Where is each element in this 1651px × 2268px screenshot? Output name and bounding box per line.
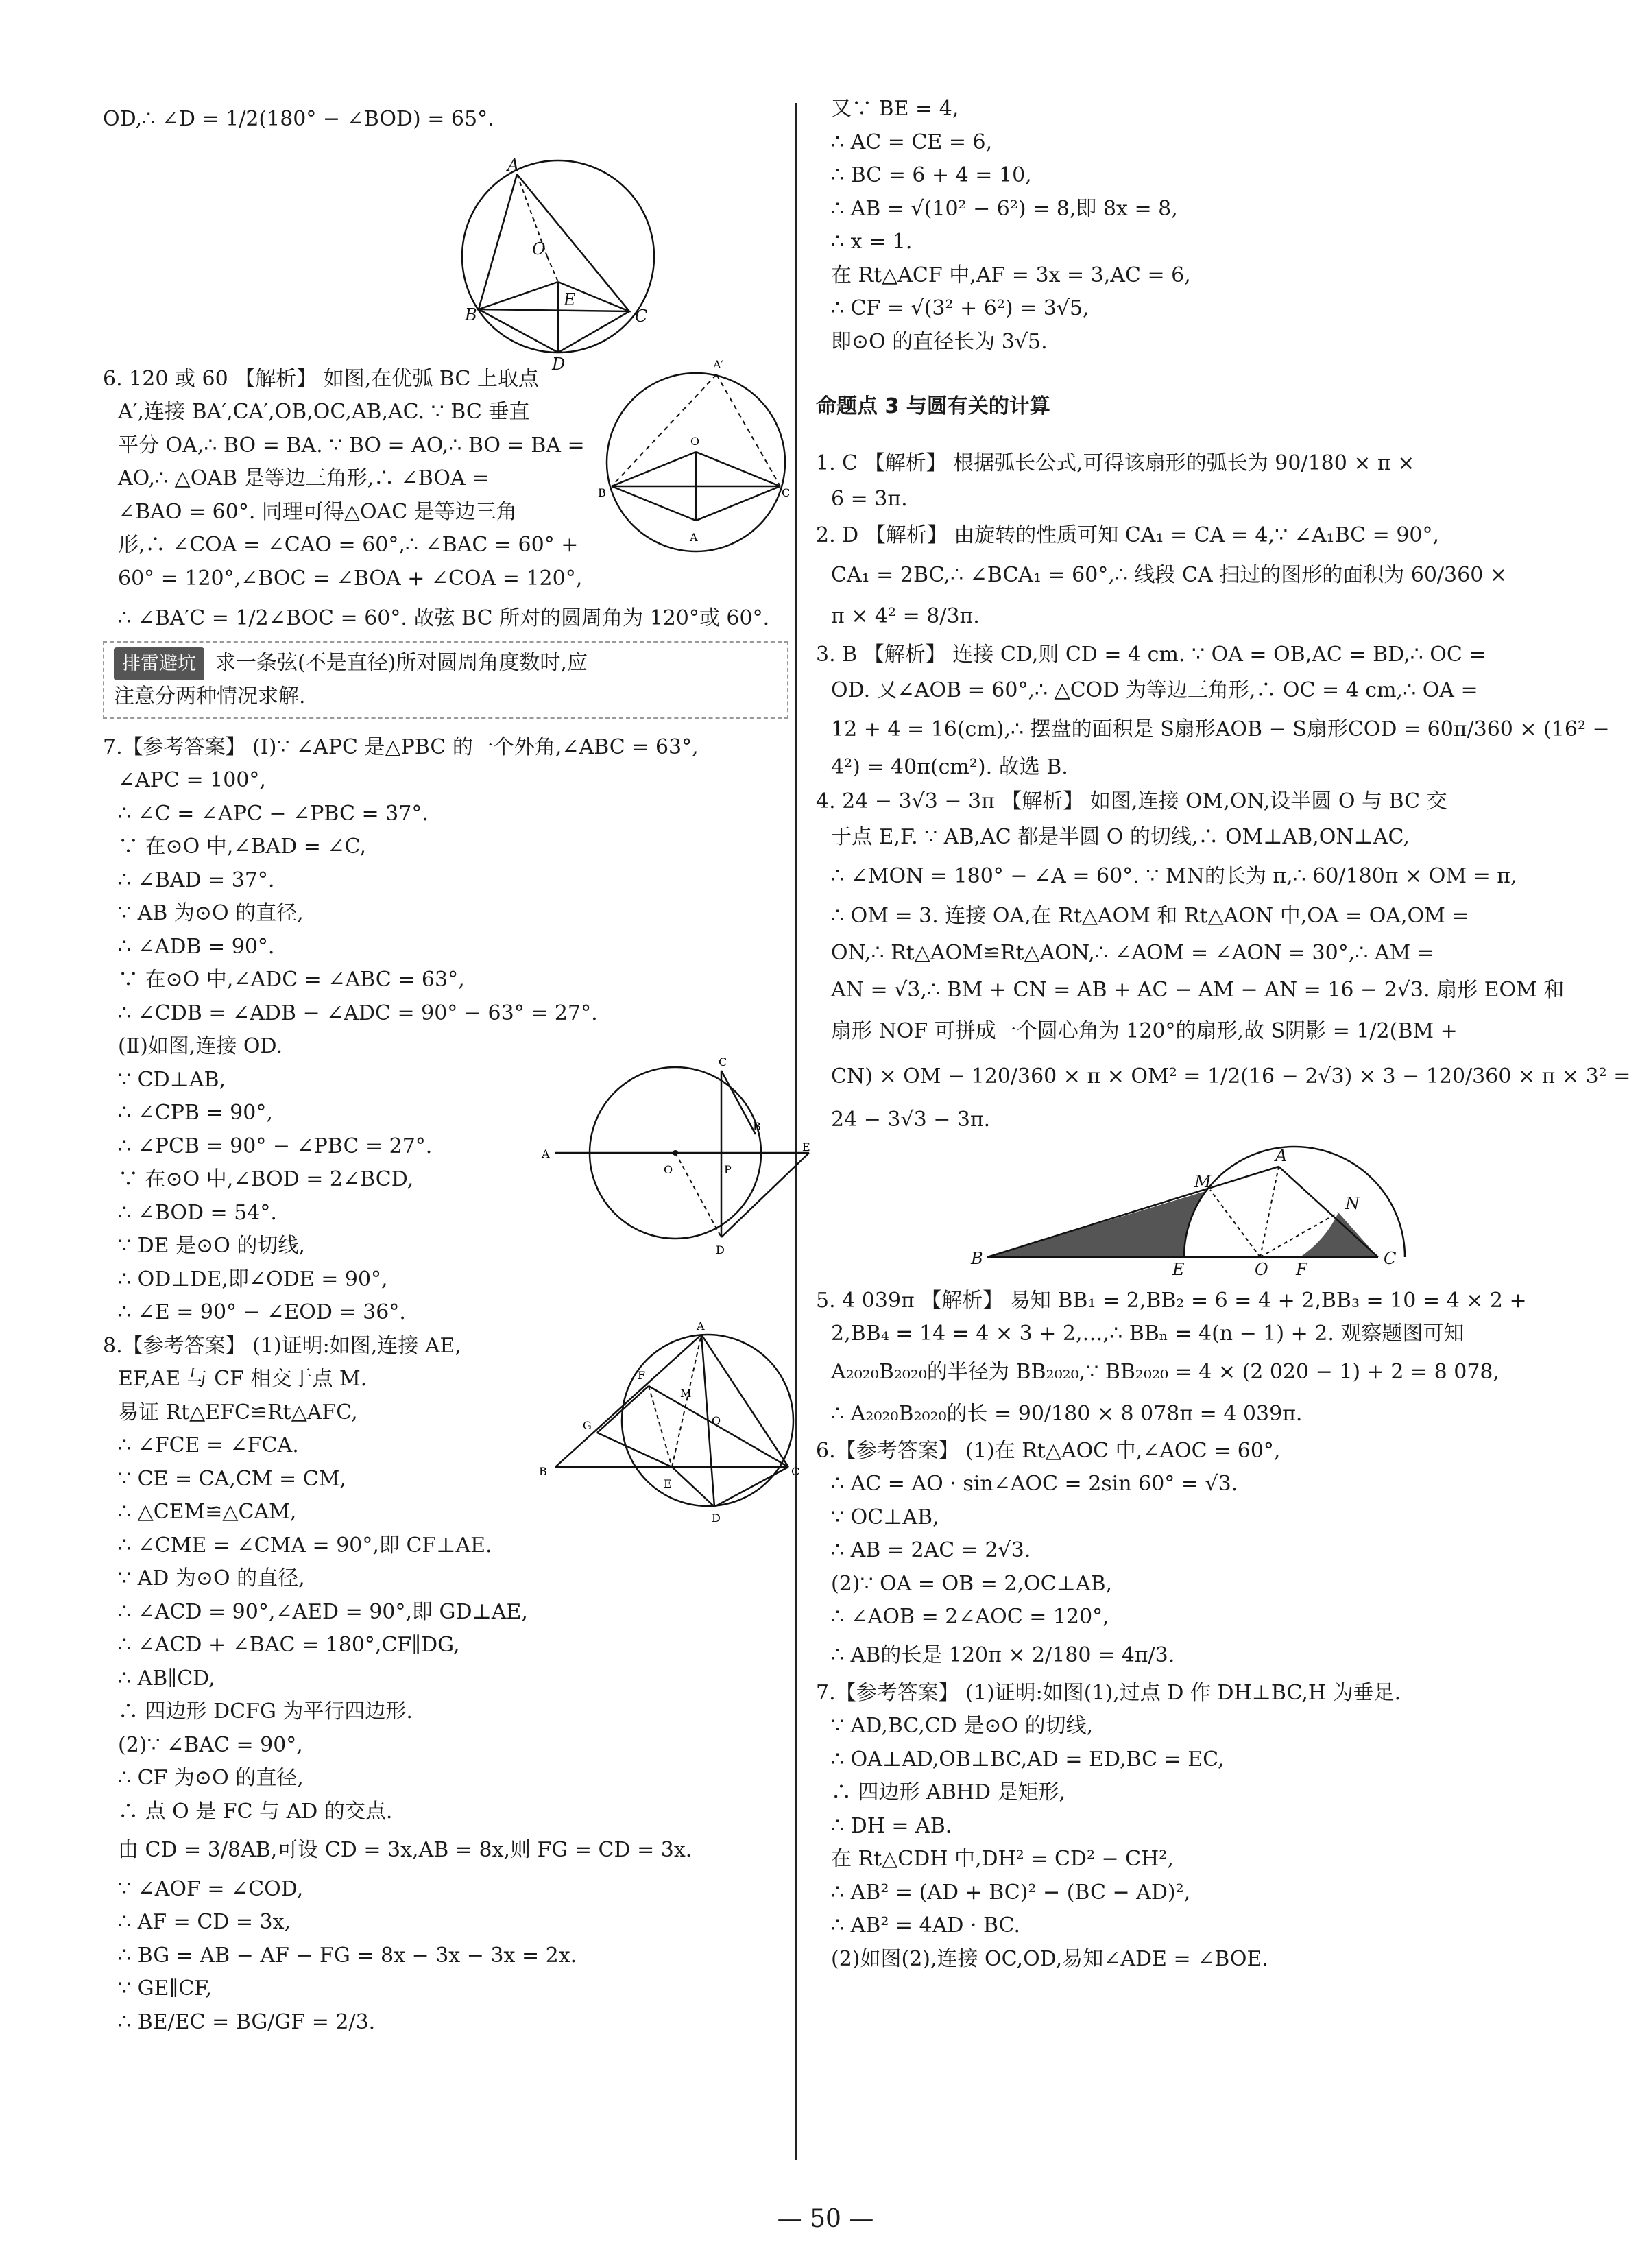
right-column <box>816 97 1631 1976</box>
p7-line: ∴ DH = AB. <box>831 1813 952 1838</box>
p4-line: CN) × OM − 120/360 × π × OM² = 1/2(16 − 2√3) × 3 − 120/360 × π × 3² = <box>831 1064 1631 1088</box>
q7-line: ∴ ∠C = ∠APC − ∠PBC = 37°. <box>118 801 429 826</box>
tip-box <box>103 641 788 719</box>
p4-line: 于点 E,F. ∵ AB,AC 都是半圆 O 的切线,∴ OM⊥AB,ON⊥AC, <box>831 824 1410 849</box>
p5-line: A₂₀₂₀B₂₀₂₀的半径为 BB₂₀₂₀,∵ BB₂₀₂₀ = 4 × (2 020 − 1) + 2 = 8 078, <box>831 1359 1500 1384</box>
q7-line: ∵ CD⊥AB, <box>118 1067 226 1092</box>
q8-line: ∵ ∠AOF = ∠COD, <box>118 1876 304 1901</box>
p4-line: AN = √3,∴ BM + CN = AB + AC − AM − AN = 16 − 2√3. 扇形 EOM 和 <box>831 977 1565 1002</box>
figure-2-svg <box>596 349 791 569</box>
p6-line: ∴ AC = AO · sin∠AOC = 2sin 60° = √3. <box>831 1472 1238 1496</box>
q8-line: 易证 Rt△EFC≌Rt△AFC, <box>118 1400 358 1424</box>
text-line: ∴ x = 1. <box>831 230 913 254</box>
q7-line: ∴ ∠E = 90° − ∠EOD = 36°. <box>118 1300 406 1324</box>
label-A: A <box>507 155 520 175</box>
label-B: B <box>971 1248 983 1268</box>
problem-3 <box>816 637 1610 784</box>
continuation <box>816 93 1526 359</box>
label-A: A <box>690 530 698 544</box>
label-D: D <box>716 1243 725 1256</box>
q8-line: EF,AE 与 CF 相交于点 M. <box>118 1367 367 1391</box>
p5-line: 5. 4 039π 【解析】 易知 BB₁ = 2,BB₂ = 6 = 4 + 2,BB₃ = 10 = 4 × 2 + <box>816 1288 1527 1313</box>
tip-text: 注意分两种情况求解. <box>114 684 306 708</box>
figure-circle-abcde <box>103 136 812 374</box>
label-N: N <box>1345 1193 1360 1213</box>
page-number: — 50 — <box>777 2205 874 2233</box>
q6-line: 平分 OA,∴ BO = BA. ∵ BO = AO,∴ BO = BA = <box>118 433 585 457</box>
p4-line: ∴ ∠MON = 180° − ∠A = 60°. ∵ MN的长为 π,∴ 60/180π × OM = π, <box>831 863 1517 888</box>
q8-line: 8.【参考答案】 (1)证明:如图,连接 AE, <box>103 1333 461 1358</box>
p7-line: (2)如图(2),连接 OC,OD,易知∠ADE = ∠BOE. <box>831 1946 1268 1971</box>
p5-line: ∴ A₂₀₂₀B₂₀₂₀的长 = 90/180 × 8 078π = 4 039π. <box>831 1401 1303 1426</box>
figure-4-svg <box>535 1319 809 1525</box>
label-M: M <box>680 1386 692 1400</box>
figure-1-svg <box>103 136 788 374</box>
q7-line: ∵ 在⊙O 中,∠ADC = ∠ABC = 63°, <box>118 968 465 992</box>
text-line: ∴ CF = √(3² + 6²) = 3√5, <box>831 296 1089 320</box>
figure-3-svg <box>542 1053 816 1259</box>
text-line: 即⊙O 的直径长为 3√5. <box>831 329 1048 354</box>
q7-line: ∠APC = 100°, <box>118 768 266 792</box>
q6-line: ∴ ∠BA′C = 1/2∠BOC = 60°. 故弦 BC 所对的圆周角为 120°或 60°. <box>118 606 770 630</box>
q7-line: ∴ OD⊥DE,即∠ODE = 90°, <box>118 1267 388 1291</box>
label-A: A <box>697 1319 705 1333</box>
label-A: A <box>1275 1145 1288 1165</box>
label-D: D <box>712 1511 721 1525</box>
q8-line: ∴ 点 O 是 FC 与 AD 的交点. <box>118 1799 393 1824</box>
q8-line: ∵ AD 为⊙O 的直径, <box>118 1566 305 1590</box>
p6-line: ∵ OC⊥AB, <box>831 1505 939 1529</box>
q8-line: 由 CD = 3/8AB,可设 CD = 3x,AB = 8x,则 FG = CD = 3x. <box>118 1838 692 1862</box>
label-F: F <box>1296 1259 1307 1279</box>
problem-5 <box>816 1285 1526 1435</box>
text-line: OD,∴ ∠D = 1/2(180° − ∠BOD) = 65°. <box>103 107 494 131</box>
text-line: ∴ AB = √(10² − 6²) = 8,即 8x = 8, <box>831 196 1178 221</box>
p7-line: ∴ OA⊥AD,OB⊥BC,AD = ED,BC = EC, <box>831 1747 1225 1771</box>
label-B: B <box>753 1119 761 1133</box>
label-E: E <box>1172 1259 1185 1279</box>
q8-line: ∴ BE/EC = BG/GF = 2/3. <box>118 2009 376 2034</box>
label-B: B <box>598 486 606 499</box>
left-column <box>103 103 812 2039</box>
q7-line: ∴ ∠PCB = 90° − ∠PBC = 27°. <box>118 1134 433 1158</box>
figure-semicircle <box>816 1141 1526 1279</box>
p6-line: ∴ ∠AOB = 2∠AOC = 120°, <box>831 1605 1109 1629</box>
q8-line: ∴ AF = CD = 3x, <box>118 1910 291 1934</box>
p6-line: (2)∵ OA = OB = 2,OC⊥AB, <box>831 1571 1113 1596</box>
label-B: B <box>539 1464 547 1478</box>
p1-line: 1. C 【解析】 根据弧长公式,可得该扇形的弧长为 90/180 × π × <box>816 451 1415 475</box>
p1-line: 6 = 3π. <box>831 487 908 511</box>
text-line: 又∵ BE = 4, <box>831 97 959 121</box>
text-line: ∴ BC = 6 + 4 = 10, <box>831 163 1032 187</box>
label-A: A <box>542 1147 550 1160</box>
question-6 <box>103 357 812 636</box>
q7-line: 7.【参考答案】 (Ⅰ)∵ ∠APC 是△PBC 的一个外角,∠ABC = 63°, <box>103 735 699 759</box>
p7-line: 7.【参考答案】 (1)证明:如图(1),过点 D 作 DH⊥BC,H 为垂足. <box>816 1680 1401 1705</box>
p7-line: ∴ AB² = 4AD · BC. <box>831 1913 1021 1937</box>
label-C: C <box>719 1055 727 1069</box>
label-C: C <box>1384 1248 1397 1268</box>
p4-line: 24 − 3√3 − 3π. <box>831 1107 991 1132</box>
q7-line: ∵ 在⊙O 中,∠BOD = 2∠BCD, <box>118 1167 414 1191</box>
problem-4 <box>816 784 1631 1141</box>
p4-line: ∴ OM = 3. 连接 OA,在 Rt△AOM 和 Rt△AON 中,OA = OA,OM = <box>831 903 1469 928</box>
p5-line: 2,BB₄ = 14 = 4 × 3 + 2,…,∴ BBₙ = 4(n − 1) + 2. 观察题图可知 <box>831 1322 1465 1346</box>
label-D: D <box>552 354 566 374</box>
p7-line: ∵ AD,BC,CD 是⊙O 的切线, <box>831 1714 1094 1738</box>
q8-line: ∴ ∠CME = ∠CMA = 90°,即 CF⊥AE. <box>118 1533 492 1557</box>
q8-line: ∵ CE = CA,CM = CM, <box>118 1466 346 1491</box>
question-8 <box>103 1319 812 2040</box>
problem-2 <box>816 516 1526 637</box>
p2-line: CA₁ = 2BC,∴ ∠BCA₁ = 60°,∴ 线段 CA 扫过的图形的面积为 60/360 × <box>831 562 1507 587</box>
q6-line: A′,连接 BA′,CA′,OB,OC,AB,AC. ∵ BC 垂直 <box>118 400 530 424</box>
q6-line: 形,∴ ∠COA = ∠CAO = 60°,∴ ∠BAC = 60° + <box>118 533 579 557</box>
q7-line: ∵ AB 为⊙O 的直径, <box>118 901 304 925</box>
q7-line: ∴ ∠BAD = 37°. <box>118 868 275 892</box>
p2-line: π × 4² = 8/3π. <box>831 604 980 628</box>
q8-line: ∵ GE∥CF, <box>118 1977 212 2001</box>
q8-line: (2)∵ ∠BAC = 90°, <box>118 1732 303 1757</box>
q8-line: ∴ ∠ACD + ∠BAC = 180°,CF∥DG, <box>118 1633 460 1657</box>
p6-line: 6.【参考答案】 (1)在 Rt△AOC 中,∠AOC = 60°, <box>816 1438 1281 1463</box>
label-O: O <box>664 1162 673 1176</box>
label-C: C <box>782 486 791 499</box>
problem-7 <box>816 1677 1526 1977</box>
q8-line: ∴ △CEM≌△CAM, <box>118 1500 297 1524</box>
label-C: C <box>791 1464 800 1478</box>
tip-label: 排雷避坑 <box>114 647 204 680</box>
label-O: O <box>1255 1259 1268 1279</box>
q7-line: (Ⅱ)如图,连接 OD. <box>118 1034 282 1058</box>
q8-line: ∴ 四边形 DCFG 为平行四边形. <box>118 1699 413 1723</box>
text-line: 在 Rt△ACF 中,AF = 3x = 3,AC = 6, <box>831 263 1191 287</box>
label-B: B <box>465 305 477 324</box>
q8-line: ∴ ∠ACD = 90°,∠AED = 90°,即 GD⊥AE, <box>118 1599 528 1624</box>
section-title: 命题点 3 与圆有关的计算 <box>816 394 1050 418</box>
p7-line: 在 Rt△CDH 中,DH² = CD² − CH², <box>831 1847 1174 1871</box>
q8-line: ∴ CF 为⊙O 的直径, <box>118 1766 304 1790</box>
label-F: F <box>638 1368 646 1382</box>
p2-line: 2. D 【解析】 由旋转的性质可知 CA₁ = CA = 4,∵ ∠A₁BC = 90°, <box>816 523 1440 547</box>
q7-line: ∴ ∠CDB = ∠ADB − ∠ADC = 90° − 63° = 27°. <box>118 1001 598 1025</box>
q6-line: 60° = 120°,∠BOC = ∠BOA + ∠COA = 120°, <box>118 566 583 590</box>
q8-line: ∴ AB∥CD, <box>118 1666 215 1691</box>
text-line: ∴ AC = CE = 6, <box>831 130 993 154</box>
p7-line: ∴ AB² = (AD + BC)² − (BC − AD)², <box>831 1880 1191 1905</box>
label-E: E <box>664 1477 672 1490</box>
p6-line: ∴ AB = 2AC = 2√3. <box>831 1538 1031 1562</box>
label-A-prime: A′ <box>713 357 724 371</box>
label-O: O <box>712 1413 721 1427</box>
q8-line: ∴ ∠FCE = ∠FCA. <box>118 1433 299 1457</box>
question-7 <box>103 731 812 1330</box>
label-P: P <box>724 1162 732 1176</box>
label-M: M <box>1194 1171 1212 1191</box>
q6-line: ∠BAO = 60°. 同理可得△OAC 是等边三角 <box>118 499 517 524</box>
tip-text: 求一条弦(不是直径)所对圆周角度数时,应 <box>215 650 588 675</box>
label-O: O <box>690 434 700 448</box>
q7-line: ∴ ∠CPB = 90°, <box>118 1101 273 1125</box>
q6-line: 6. 120 或 60 【解析】 如图,在优弧 BC 上取点 <box>103 366 539 391</box>
label-E: E <box>564 289 576 309</box>
q7-line: ∴ ∠ADB = 90°. <box>118 934 275 959</box>
problem-1 <box>816 444 1526 516</box>
q8-line: ∴ BG = AB − AF − FG = 8x − 3x − 3x = 2x. <box>118 1943 577 1968</box>
q7-line: ∴ ∠BOD = 54°. <box>118 1200 277 1225</box>
q7-line: ∵ DE 是⊙O 的切线, <box>118 1234 305 1258</box>
label-O: O <box>532 239 546 259</box>
figure-5-svg <box>816 1141 1522 1279</box>
label-C: C <box>635 306 648 326</box>
p4-line: 4. 24 − 3√3 − 3π 【解析】 如图,连接 OM,ON,设半圆 O 与 BC 交 <box>816 789 1447 813</box>
p6-line: ∴ AB的长是 120π × 2/180 = 4π/3. <box>831 1643 1175 1667</box>
problem-6 <box>816 1435 1526 1677</box>
p7-line: ∴ 四边形 ABHD 是矩形, <box>831 1780 1066 1804</box>
p3-line: 4²) = 40π(cm²). 故选 B. <box>831 754 1068 779</box>
q7-line: ∵ 在⊙O 中,∠BAD = ∠C, <box>118 835 367 859</box>
label-G: G <box>583 1418 592 1432</box>
p4-line: ON,∴ Rt△AOM≌Rt△AON,∴ ∠AOM = ∠AON = 30°,∴ AM = <box>831 940 1434 965</box>
p4-line: 扇形 NOF 可拼成一个圆心角为 120°的扇形,故 S阴影 = 1/2(BM + <box>831 1018 1458 1043</box>
p3-line: 3. B 【解析】 连接 CD,则 CD = 4 cm. ∵ OA = OB,AC = BD,∴ OC = <box>816 642 1486 667</box>
q6-line: AO,∴ △OAB 是等边三角形,∴ ∠BOA = <box>118 466 490 490</box>
p3-line: 12 + 4 = 16(cm),∴ 摆盘的面积是 S扇形AOB − S扇形COD = 60π/360 × (16² − <box>831 717 1610 741</box>
label-E: E <box>802 1140 810 1154</box>
p3-line: OD. 又∠AOB = 60°,∴ △COD 为等边三角形,∴ OC = 4 cm,∴ OA = <box>831 678 1478 702</box>
